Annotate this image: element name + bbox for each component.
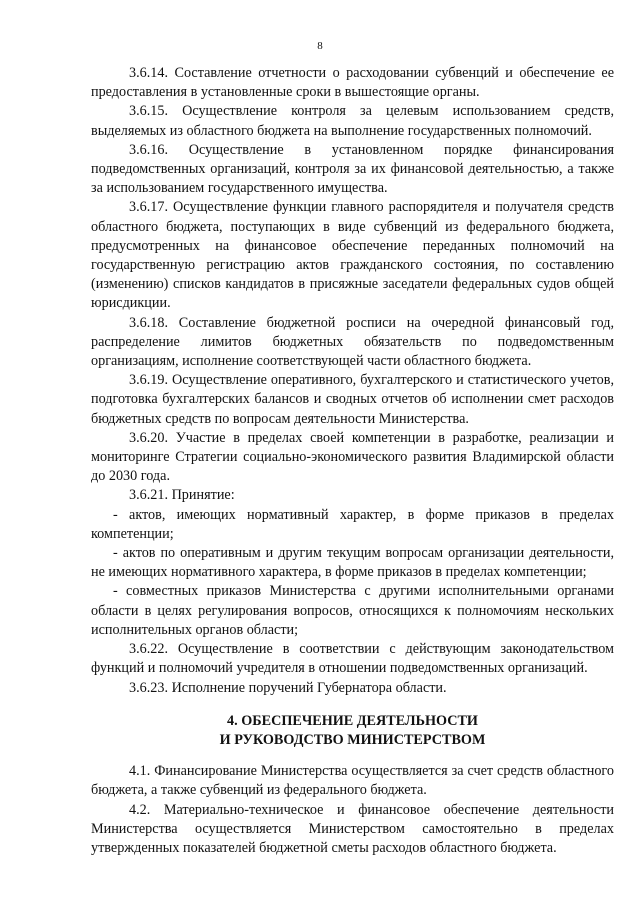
section-4-heading-line1: 4. ОБЕСПЕЧЕНИЕ ДЕЯТЕЛЬНОСТИ (227, 712, 478, 729)
list-item: - совместных приказов Министерства с другими исполнительными органами области в целях регулирования вопросов, относящихся к полномочиям нескольких исполнительных органов области; (91, 583, 614, 638)
paragraph-4-1: 4.1. Финансирование Министерства осуществляется за счет средств областного бюджета, а также субвенций из федерального бюджета. (91, 763, 614, 799)
paragraph-3-6-17: 3.6.17. Осуществление функции главного распорядителя и получателя средств областного бюджета, поступающих в виде субвенций из федерального бюджета, предусмотренных на финансовое обеспечение переданных полномочий на государственную регистрацию актов гражданского состояния, по составлению (изменению) списков кандидатов в присяжные заседатели федеральных судов общей юрисдикции. (91, 199, 614, 312)
paragraph-3-6-16: 3.6.16. Осуществление в установленном порядке финансирования подведомственных организаций, контроля за их финансовой деятельностью, а также за использованием государственного имущества. (91, 141, 614, 197)
section-4-heading (91, 712, 614, 750)
paragraph-3-6-22: 3.6.22. Осуществление в соответствии с действующим законодательством функций и полномочий учредителя в отношении подведомственных организаций. (91, 641, 614, 677)
paragraph-3-6-21: 3.6.21. Принятие: (129, 487, 235, 504)
document-body (91, 64, 614, 858)
paragraph-3-6-19: 3.6.19. Осуществление оперативного, бухгалтерского и статистического учетов, подготовка бухгалтерских балансов и сводных отчетов об исполнении смет расходов бюджетных средств по вопросам деятельности Министерства. (91, 372, 614, 427)
paragraph-3-6-23: 3.6.23. Исполнение поручений Губернатора области. (129, 679, 447, 696)
paragraph-3-6-14: 3.6.14. Составление отчетности о расходовании субвенций и обеспечение ее предоставления в установленные сроки в вышестоящие органы. (91, 65, 614, 101)
page-number: 8 (317, 40, 323, 52)
list-item: - актов, имеющих нормативный характер, в форме приказов в пределах компетенции; (91, 506, 614, 542)
section-4-body (91, 762, 614, 858)
paragraph-3-6-15: 3.6.15. Осуществление контроля за целевым использованием средств, выделяемых из областного бюджета на выполнение государственных полномочий. (91, 103, 614, 139)
section-4-heading-line2: И РУКОВОДСТВО МИНИСТЕРСТВОМ (219, 731, 486, 748)
paragraph-4-2: 4.2. Материально-техническое и финансовое обеспечение деятельности Министерства осуществляется Министерством самостоятельно в пределах утвержденных показателей бюджетной сметы расходов областного бюджета. (91, 801, 614, 856)
paragraph-3-6-18: 3.6.18. Составление бюджетной росписи на очередной финансовый год, распределение лимитов бюджетных обязательств по подведомственным организациям, исполнение соответствующей части областного бюджета. (91, 314, 614, 370)
list-item: - актов по оперативным и другим текущим вопросам организации деятельности, не имеющих нормативного характера, в форме приказов в пределах компетенции; (91, 545, 614, 581)
paragraph-3-6-20: 3.6.20. Участие в пределах своей компетенции в разработке, реализации и мониторинге Стратегии социально-экономического развития Владимирской области до 2030 года. (91, 429, 614, 485)
